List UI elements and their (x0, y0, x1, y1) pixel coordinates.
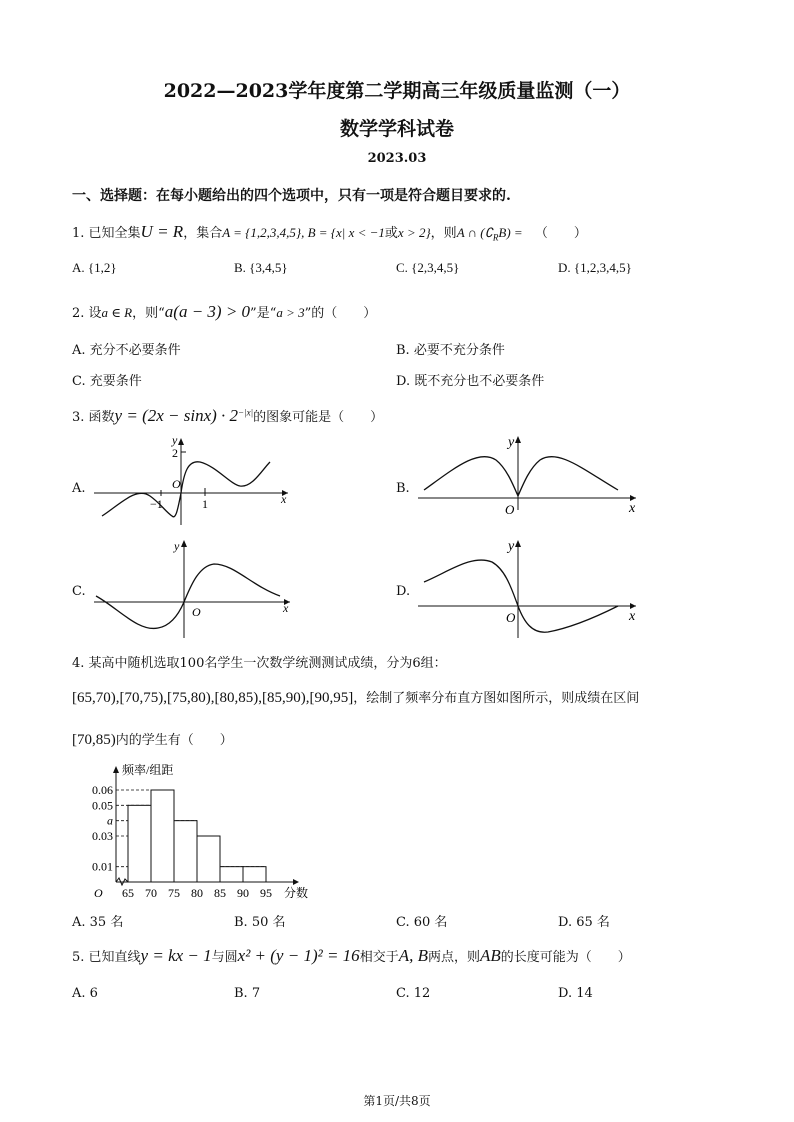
histogram-x-tick-label: 95 (260, 886, 272, 900)
question-3: 3. 函数$y = (2x - \sin x) \cdot 2^{-|x|}$的图象可能是（ ） (72, 406, 384, 425)
page-footer: 第1页/共8页 (363, 1094, 431, 1108)
histogram-x-tick-label: 85 (214, 886, 226, 900)
q4-option-d: D. 65 名 (558, 915, 610, 930)
graph-c-x-label: x (283, 601, 289, 615)
graph-c-y-arrow (181, 540, 187, 547)
exam-date: 2023.03 (367, 151, 427, 166)
graph-a-tick-label-1: 1 (202, 497, 208, 511)
histogram-x-tick-label: 90 (237, 886, 249, 900)
graph-c-y-label: y (174, 539, 180, 553)
graph-a-tick-label-neg1: −1 (150, 497, 163, 511)
page-title: 2022—2023学年度第二学期高三年级质量监测（一） (163, 80, 631, 102)
histogram-x-tick-label: 70 (145, 886, 157, 900)
q2-option-b: B. 必要不充分条件 (396, 343, 505, 358)
q3-option-b-label: B. (396, 481, 410, 496)
q3-graph-d (412, 534, 642, 644)
histogram-origin: O (94, 886, 103, 900)
graph-c-curve (96, 564, 280, 628)
histogram-bar (243, 867, 266, 882)
graph-d-y-arrow (515, 540, 521, 547)
question-5: 5. 已知直线y = kx − 1与圆x² + (y − 1)² = 16相交于A, B两点，则AB的长度可能为（ ） (72, 946, 631, 965)
page-subtitle: 数学学科试卷 (339, 118, 454, 140)
histogram-y-tick-label: 0.03 (92, 829, 113, 843)
q3-graph-c (88, 534, 298, 644)
question-4-intervals: [65,70),[70,75),[75,80),[80,85),[85,90),[90,95]，绘制了频率分布直方图如图所示，则成绩在区间 (72, 690, 640, 706)
q2-option-d: D. 既不充分也不必要条件 (396, 374, 545, 389)
graph-a-y-arrow (178, 438, 184, 445)
histogram-y-tick-label: 0.05 (92, 798, 113, 813)
graph-b-origin: O (505, 502, 515, 517)
graph-a-y-label: y (172, 433, 178, 447)
q5-option-c: C. 12 (396, 986, 431, 1001)
histogram-y-label: 频率/组距 (122, 763, 174, 777)
histogram-x-arrow (293, 879, 299, 885)
histogram-x-tick-label: 75 (168, 886, 180, 900)
graph-c-origin: O (192, 605, 201, 619)
graph-d-x-label: x (629, 609, 636, 624)
graph-a-tick-label-2: 2 (172, 446, 178, 460)
q3-option-c-label: C. (72, 584, 86, 599)
q4-option-b: B. 50 名 (234, 915, 286, 930)
histogram-bar (174, 821, 197, 882)
graph-d-curve (424, 560, 618, 632)
histogram-x-tick-label: 80 (191, 886, 203, 900)
q2-option-a: A. 充分不必要条件 (72, 343, 181, 358)
graph-b-curve (424, 457, 618, 496)
frequency-histogram (72, 758, 332, 900)
q5-option-b: B. 7 (234, 986, 261, 1001)
histogram-y-arrow (113, 766, 119, 773)
q4-option-a: A. 35 名 (72, 915, 124, 930)
histogram-y-tick-label: 0.01 (92, 859, 113, 874)
q1-option-b: B. {3,4,5} (234, 260, 288, 275)
graph-b-x-label: x (629, 501, 636, 516)
histogram-bar (128, 805, 151, 882)
q3-option-a-label: A. (72, 481, 86, 496)
histogram-x-label: 分数 (284, 886, 309, 900)
graph-a-origin: O (172, 477, 181, 491)
graph-b-y-arrow (515, 436, 521, 443)
histogram-x-tick-label: 65 (122, 886, 134, 900)
q3-graph-a (88, 430, 298, 530)
q1-option-c: C. {2,3,4,5} (396, 260, 460, 275)
graph-a-x-label: x (281, 492, 287, 506)
question-4: 4. 某高中随机选取100名学生一次数学统测测试成绩，分为6组： (72, 656, 447, 671)
question-2: 2. 设a ∈ R，则“a(a − 3) > 0”是“a > 3”的（ ） (72, 302, 377, 321)
histogram-y-tick-label: a (107, 813, 113, 828)
q3-graph-b (412, 430, 642, 520)
histogram-bar (197, 836, 220, 882)
q4-option-c: C. 60 名 (396, 915, 448, 930)
graph-d-origin: O (506, 610, 516, 625)
section-heading: 一、选择题：在每小题给出的四个选项中，只有一项是符合题目要求的. (72, 188, 511, 204)
question-1: 1. 已知全集U = R，集合A = {1,2,3,4,5}, B = {x| x < −1或x > 2}，则A ∩ $(∁_RB)$ = （ ） (72, 222, 587, 243)
q3-option-d-label: D. (396, 584, 411, 599)
q1-option-a: A. {1,2} (72, 260, 117, 275)
graph-d-y-label: y (508, 539, 515, 554)
q2-option-c: C. 充要条件 (72, 374, 142, 389)
graph-b-y-label: y (508, 435, 515, 450)
histogram-bar (220, 867, 243, 882)
question-4-range: [70,85)内的学生有（ ） (72, 732, 233, 748)
q1-option-d: D. {1,2,3,4,5} (558, 260, 632, 275)
q5-option-d: D. 14 (558, 986, 593, 1001)
histogram-y-tick-label: 0.06 (92, 783, 113, 797)
histogram-bar (151, 790, 174, 882)
q5-option-a: A. 6 (72, 986, 98, 1001)
graph-a-curve (102, 462, 270, 517)
